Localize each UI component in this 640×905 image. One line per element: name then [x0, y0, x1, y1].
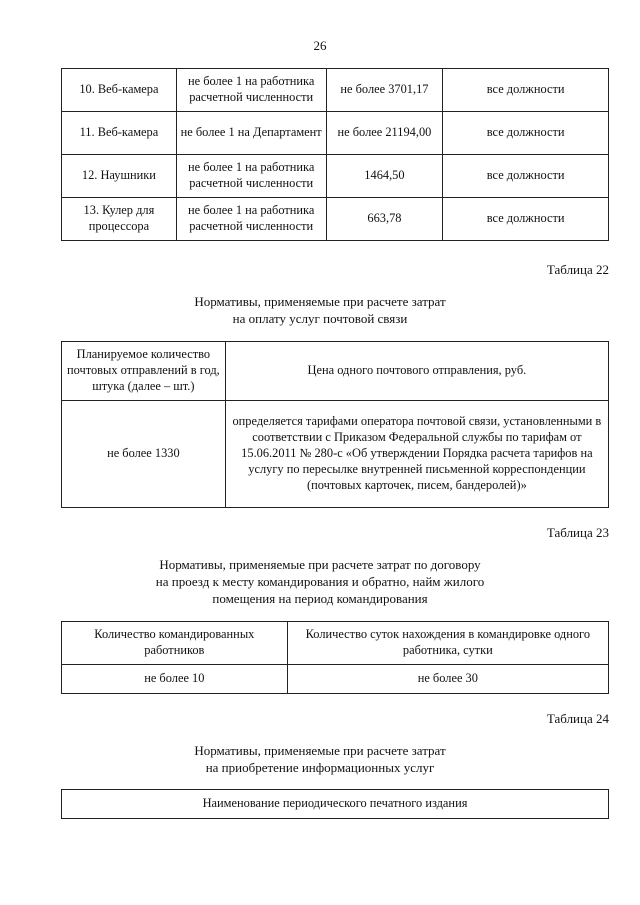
table-row: [62, 665, 609, 694]
item-positions-cell: все должности: [443, 69, 609, 112]
table-23-caption: [0, 557, 640, 608]
caption-line: Нормативы, применяемые при расчете затрат: [194, 294, 446, 309]
postal-table: [61, 341, 609, 508]
table-row: [62, 155, 609, 198]
value-cell: не более 30: [287, 665, 608, 694]
value-cell: определяется тарифами оператора почтовой связи, установленными в соответствии с Приказом Федеральной службы по тарифам от 15.06.2011 № 280-с «Об утверждении Порядка расчета тарифов на услугу по пересылке внутренней письменной корреспонденции (почтовых карточек, писем, бандеролей)»: [225, 401, 608, 508]
table-22-caption: [0, 294, 640, 328]
caption-line: на приобретение информационных услуг: [205, 759, 435, 775]
item-positions-cell: все должности: [443, 198, 609, 241]
item-price-cell: 663,78: [326, 198, 443, 241]
table-row: [62, 401, 609, 508]
table-row: [62, 112, 609, 155]
equipment-table: [61, 68, 609, 241]
item-positions-cell: все должности: [443, 155, 609, 198]
item-name-cell: 13. Кулер для процессора: [62, 198, 177, 241]
page-number: 26: [313, 38, 327, 53]
item-positions-cell: все должности: [443, 112, 609, 155]
value-cell: не более 1330: [62, 401, 226, 508]
item-name-cell: 12. Наушники: [62, 155, 177, 198]
value-cell: не более 10: [62, 665, 288, 694]
item-quantity-cell: не более 1 на работника расчетной численности: [176, 198, 326, 241]
item-quantity-cell: не более 1 на работника расчетной численности: [176, 155, 326, 198]
caption-line: на оплату услуг почтовой связи: [232, 310, 408, 326]
item-price-cell: 1464,50: [326, 155, 443, 198]
header-cell: Наименование периодического печатного издания: [62, 790, 609, 819]
table-header-row: [62, 790, 609, 819]
table-header-row: [62, 342, 609, 401]
caption-line: помещения на период командирования: [212, 590, 428, 606]
table-23-label: Таблица 23: [546, 525, 609, 540]
info-services-table: [61, 789, 609, 819]
header-cell: Количество суток нахождения в командировке одного работника, сутки: [287, 622, 608, 665]
header-cell: Цена одного почтового отправления, руб.: [225, 342, 608, 401]
item-price-cell: не более 21194,00: [326, 112, 443, 155]
caption-line: Нормативы, применяемые при расчете затрат: [194, 743, 446, 758]
table-24-label: Таблица 24: [546, 711, 609, 726]
header-cell: Планируемое количество почтовых отправлений в год, штука (далее – шт.): [62, 342, 226, 401]
caption-line: Нормативы, применяемые при расчете затрат по договору: [159, 557, 481, 572]
table-22-label: Таблица 22: [546, 262, 609, 277]
item-name-cell: 11. Веб-камера: [62, 112, 177, 155]
table-row: [62, 198, 609, 241]
table-row: [62, 69, 609, 112]
item-price-cell: не более 3701,17: [326, 69, 443, 112]
table-header-row: [62, 622, 609, 665]
header-cell: Количество командированных работников: [62, 622, 288, 665]
item-quantity-cell: не более 1 на работника расчетной численности: [176, 69, 326, 112]
table-24-caption: [0, 743, 640, 777]
caption-line: на проезд к месту командирования и обратно, найм жилого: [155, 573, 485, 589]
business-trip-table: [61, 621, 609, 694]
item-name-cell: 10. Веб-камера: [62, 69, 177, 112]
item-quantity-cell: не более 1 на Департамент: [176, 112, 326, 155]
